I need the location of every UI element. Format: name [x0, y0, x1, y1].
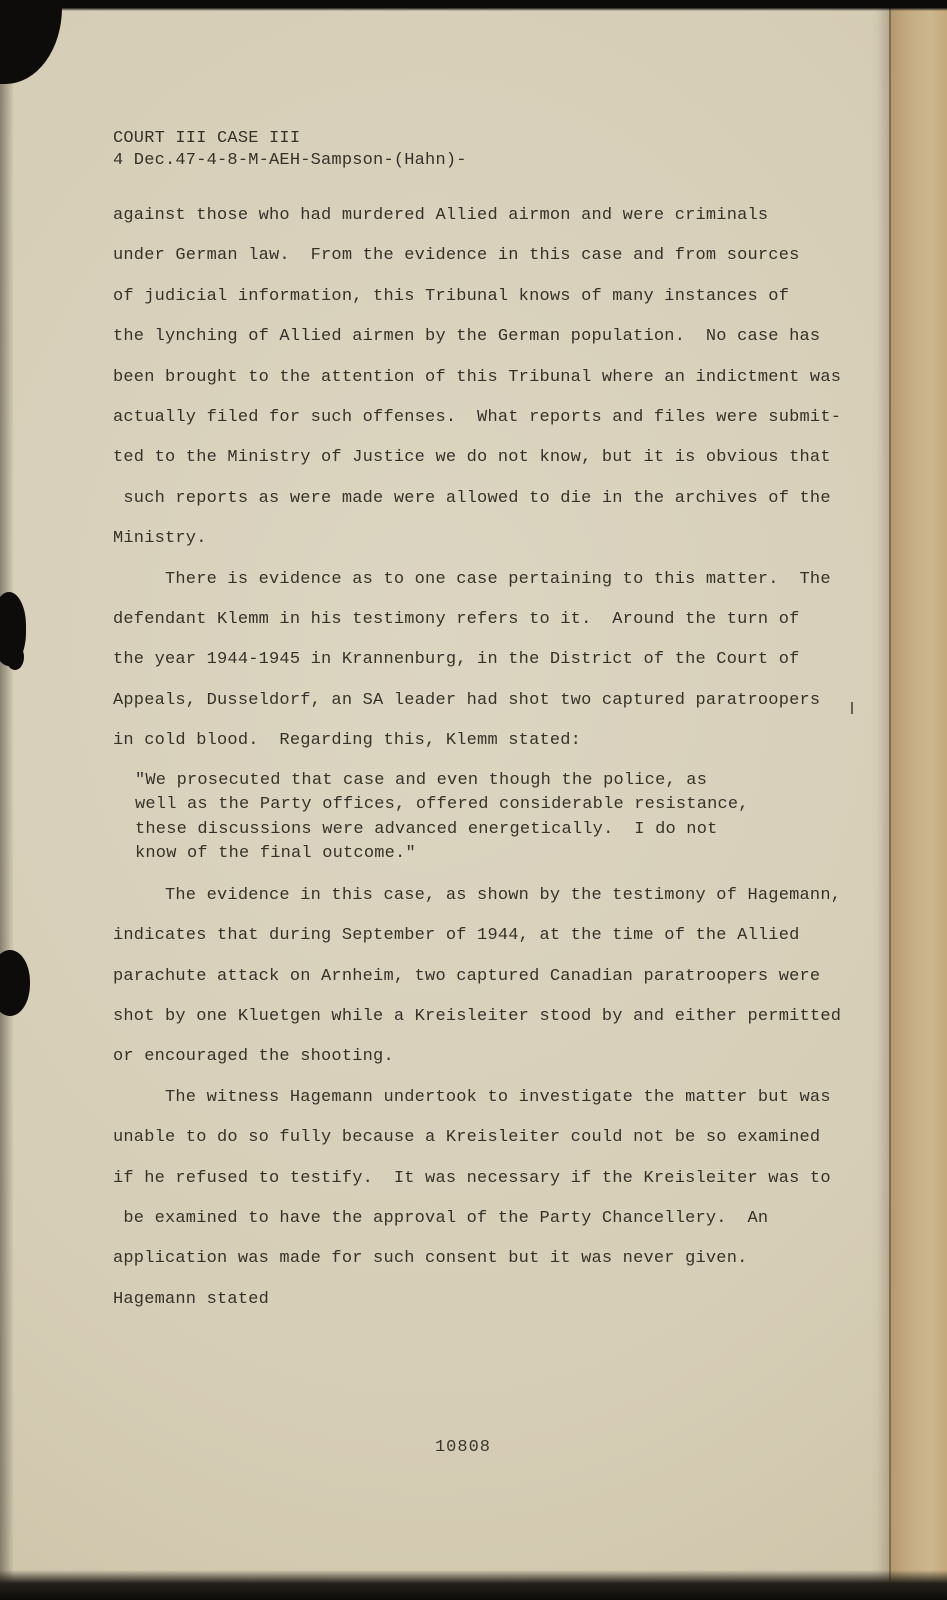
top-edge-shadow — [0, 0, 947, 11]
text-line: parachute attack on Arnheim, two captured Canadian paratroopers were — [113, 966, 821, 986]
text-line: of judicial information, this Tribunal knows of many instances of — [113, 286, 790, 306]
text-line: actually filed for such offenses. What reports and files were submit- — [113, 408, 842, 428]
text-line: Hagemann stated — [113, 1289, 270, 1309]
text-line: unable to do so fully because a Kreisleiter could not be so examined — [113, 1128, 821, 1148]
text-line: ted to the Ministry of Justice we do not know, but it is obvious that — [113, 448, 831, 468]
paragraph — [113, 560, 849, 762]
page-content — [113, 128, 849, 1320]
text-line: application was made for such consent but it was never given. — [113, 1249, 748, 1269]
quoted-testimony — [135, 769, 849, 867]
header-line-reference: 4 Dec.47-4-8-M-AEH-Sampson-(Hahn)- — [113, 151, 467, 170]
paragraph — [113, 1078, 849, 1320]
text-line: in cold blood. Regarding this, Klemm stated: — [113, 731, 582, 751]
bottom-edge-shadow — [0, 1570, 947, 1600]
text-line: been brought to the attention of this Tribunal where an indictment was — [113, 367, 842, 387]
text-line: "We prosecuted that case and even though the police, as — [135, 770, 708, 790]
text-line: or encouraged the shooting. — [113, 1047, 394, 1067]
text-line: defendant Klemm in his testimony refers to it. Around the turn of — [113, 610, 800, 630]
text-line: well as the Party offices, offered considerable resistance, — [135, 795, 749, 815]
page-header — [113, 128, 849, 172]
text-line: against those who had murdered Allied airmon and were criminals — [113, 206, 769, 225]
document-body — [113, 196, 849, 1320]
text-line: know of the final outcome." — [135, 844, 416, 864]
text-line: Ministry. — [113, 529, 207, 549]
page-edge-band — [889, 0, 947, 1600]
text-line: be examined to have the approval of the Party Chancellery. An — [113, 1208, 769, 1228]
text-line: Appeals, Dusseldorf, an SA leader had shot two captured paratroopers — [113, 690, 821, 710]
paragraph — [113, 196, 849, 560]
text-line: under German law. From the evidence in this case and from sources — [113, 246, 800, 266]
text-line: these discussions were advanced energetically. I do not — [135, 819, 718, 839]
text-line: shot by one Kluetgen while a Kreisleiter stood by and either permitted — [113, 1006, 842, 1026]
text-line: The evidence in this case, as shown by the testimony of Hagemann, — [113, 885, 842, 905]
ink-blot-left-1 — [0, 592, 26, 666]
left-edge-shadow — [0, 0, 14, 1600]
paragraph — [113, 876, 849, 1078]
text-line: such reports as were made were allowed to die in the archives of the — [113, 488, 831, 508]
header-line-court: COURT III CASE III — [113, 129, 301, 148]
text-line: the lynching of Allied airmen by the German population. No case has — [113, 327, 821, 347]
paper-speck — [851, 702, 853, 714]
text-line: There is evidence as to one case pertaining to this matter. The — [113, 569, 831, 589]
text-line: the year 1944-1945 in Krannenburg, in the District of the Court of — [113, 650, 800, 670]
text-line: The witness Hagemann undertook to investigate the matter but was — [113, 1087, 831, 1107]
page-number: 10808 — [434, 1438, 491, 1457]
text-line: if he refused to testify. It was necessary if the Kreisleiter was to — [113, 1168, 831, 1188]
text-line: indicates that during September of 1944, at the time of the Allied — [113, 926, 800, 946]
